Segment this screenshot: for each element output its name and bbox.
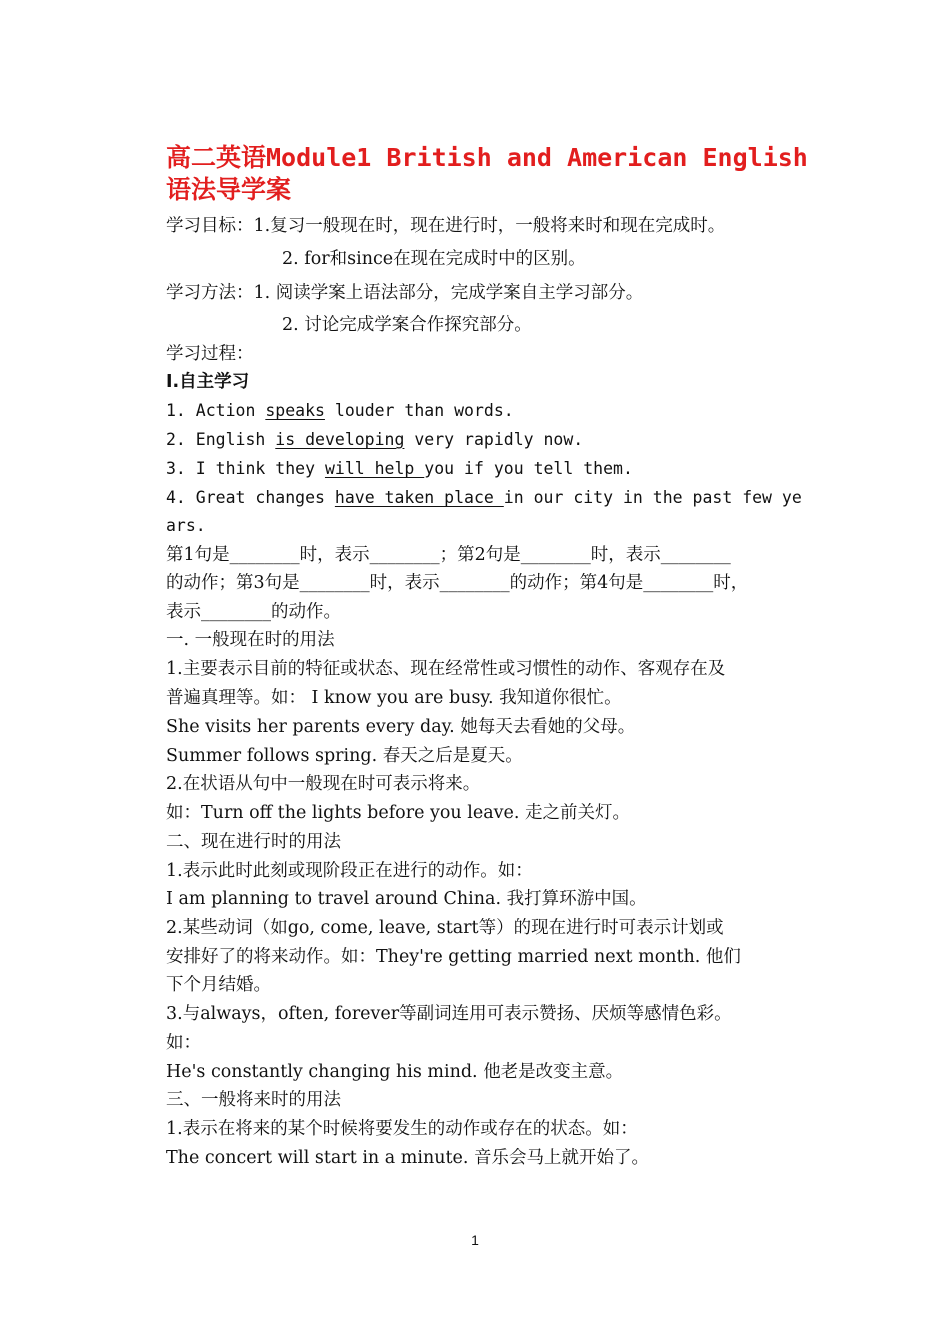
example-2-underlined: is developing	[275, 430, 405, 449]
example-1-text-end: louder than words.	[324, 401, 514, 420]
present-continuous-rule-3b: 如：	[166, 1033, 201, 1053]
learning-process-label: 学习过程：	[166, 344, 254, 364]
example-4-underlined: have taken place	[334, 488, 504, 507]
simple-present-rule-1a: 1.主要表示目前的特征或状态、现在经常性或习惯性的动作、客观存在及	[166, 659, 726, 679]
example-2-text: 2. English	[166, 430, 276, 449]
page-number: 1	[471, 1232, 479, 1248]
simple-present-rule-1b: 普遍真理等。如： I know you are busy. 我知道你很忙。	[166, 688, 622, 708]
fill-blank-line-2: 的动作；第3句是________时，表示________的动作；第4句是________时，	[166, 573, 749, 593]
doc-title-line2: 语法导学案	[166, 175, 292, 204]
example-sentence-3	[166, 457, 633, 481]
section-self-study: Ⅰ.自主学习	[166, 372, 250, 392]
example-4-text-end: in our city in the past few ye	[503, 488, 802, 507]
present-continuous-rule-2c: 下个月结婚。	[166, 975, 271, 995]
example-sentence-4-continued: ars.	[166, 516, 206, 535]
simple-future-example-1: The concert will start in a minute. 音乐会马上就开始了。	[166, 1148, 650, 1168]
example-sentence-1	[166, 399, 514, 423]
example-4-text: 4. Great changes	[166, 488, 335, 507]
example-3-text-end: you if you tell them.	[424, 459, 633, 478]
fill-blank-line-3: 表示________的动作。	[166, 602, 341, 622]
present-continuous-rule-2b: 安排好了的将来动作。如：They're getting married next month. 他们	[166, 947, 741, 967]
example-3-underlined: will help	[324, 459, 425, 478]
simple-present-example-3: 如：Turn off the lights before you leave. 走之前关灯。	[166, 803, 631, 823]
example-1-underlined: speaks	[265, 401, 325, 420]
simple-future-rule-1: 1.表示在将来的某个时候将要发生的动作或存在的状态。如：	[166, 1119, 638, 1139]
heading-simple-present: 一. 一般现在时的用法	[166, 630, 335, 650]
learning-method-2: 2. 讨论完成学案合作探究部分。	[282, 315, 532, 335]
simple-present-example-2: Summer follows spring. 春天之后是夏天。	[166, 746, 523, 766]
simple-present-rule-2: 2.在状语从句中一般现在时可表示将来。	[166, 774, 481, 794]
heading-present-continuous: 二、现在进行时的用法	[166, 832, 341, 852]
doc-title-line1: 高二英语Module1 British and American English	[166, 143, 808, 172]
example-2-text-end: very rapidly now.	[404, 430, 584, 449]
present-continuous-example-2: He's constantly changing his mind. 他老是改变主意。	[166, 1062, 624, 1082]
learning-goal-1: 学习目标：1.复习一般现在时，现在进行时，一般将来时和现在完成时。	[166, 216, 726, 236]
learning-goal-2: 2. for和since在现在完成时中的区别。	[282, 249, 586, 269]
present-continuous-rule-1: 1.表示此时此刻或现阶段正在进行的动作。如：	[166, 861, 533, 881]
present-continuous-rule-3a: 3.与always，often, forever等副词连用可表示赞扬、厌烦等感情色彩。	[166, 1004, 732, 1024]
example-sentence-4	[166, 486, 802, 510]
simple-present-example-1: She visits her parents every day. 她每天去看她的父母。	[166, 717, 636, 737]
present-continuous-example-1: I am planning to travel around China. 我打算环游中国。	[166, 889, 647, 909]
heading-simple-future: 三、一般将来时的用法	[166, 1090, 341, 1110]
example-3-text: 3. I think they	[166, 459, 325, 478]
example-sentence-2	[166, 428, 583, 452]
learning-method-1: 学习方法：1. 阅读学案上语法部分，完成学案自主学习部分。	[166, 283, 644, 303]
present-continuous-rule-2a: 2.某些动词（如go, come, leave, start等）的现在进行时可表示计划或	[166, 918, 724, 938]
fill-blank-line-1: 第1句是________时，表示________；第2句是________时，表示________	[166, 545, 731, 565]
example-1-text: 1. Action	[166, 401, 266, 420]
